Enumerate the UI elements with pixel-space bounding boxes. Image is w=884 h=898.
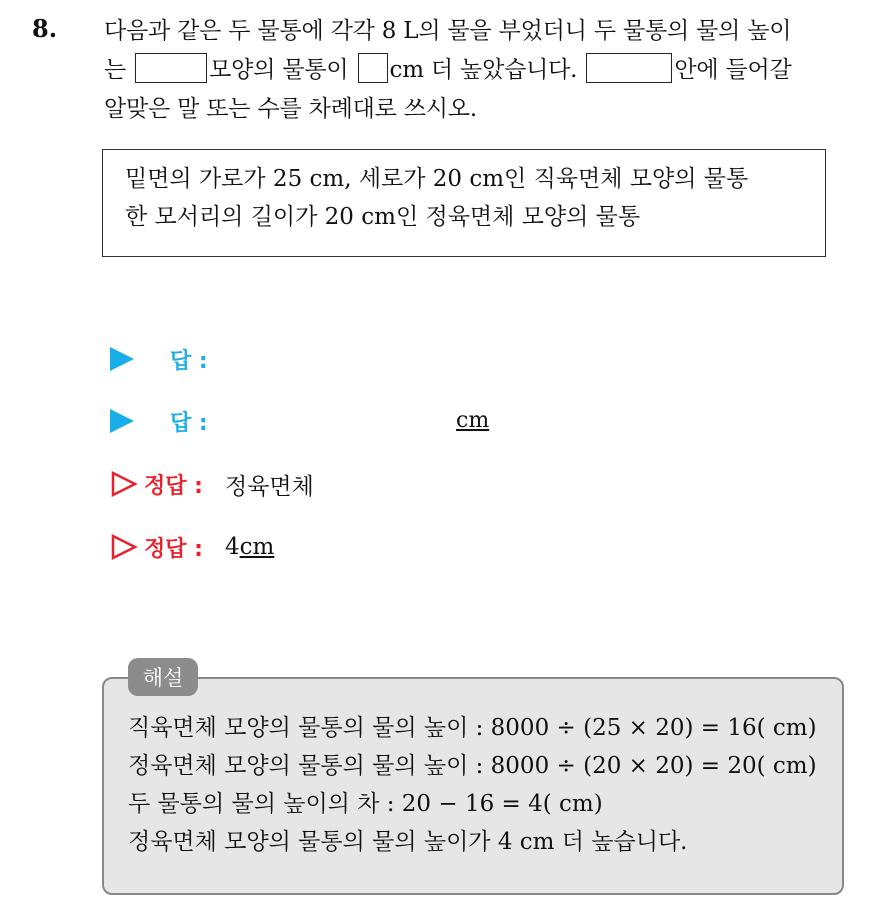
answer-blank-1 [135, 53, 207, 83]
play-arrow-icon [110, 409, 134, 433]
answer-label-2: 답 : [170, 410, 208, 436]
correct-row-2 [110, 530, 274, 564]
explanation-line-3: 두 물통의 물의 높이의 차 : 20 − 16 = 4( cm) [128, 791, 603, 817]
explanation-tag: 해설 [128, 658, 198, 696]
question-line-2-d: 안에 들어갈 [674, 57, 792, 83]
outline-arrow-icon [110, 470, 138, 498]
play-arrow-icon [110, 347, 134, 371]
question-line-2-a: 는 [104, 57, 127, 83]
question-line-2 [104, 51, 874, 90]
choice-cuboid: 밑면의 가로가 25 cm, 세로가 20 cm인 직육면체 모양의 물통 [125, 166, 749, 192]
correct-value-2-number: 4 [224, 534, 240, 560]
question-text [104, 12, 874, 129]
explanation-line-2: 정육면체 모양의 물통의 물의 높이 : 8000 ÷ (20 × 20) = 20( cm) [128, 753, 817, 779]
correct-label-2: 정답 : [144, 536, 203, 562]
answer-row-2 [110, 404, 208, 438]
explanation-line-1: 직육면체 모양의 물통의 물의 높이 : 8000 ÷ (25 × 20) = 16( cm) [128, 715, 817, 741]
question-line-2-c: cm 더 높았습니다. [389, 57, 578, 83]
explanation-line-4: 정육면체 모양의 물통의 물의 높이가 4 cm 더 높습니다. [128, 829, 688, 855]
question-line-1: 다음과 같은 두 물통에 각각 8 L의 물을 부었더니 두 물통의 물의 높이 [104, 18, 792, 44]
correct-value-2 [225, 534, 274, 560]
answer-label-1: 답 : [170, 348, 208, 374]
answer-unit: cm [456, 408, 490, 433]
correct-value-1: 정육면체 [224, 473, 314, 500]
question-number: 8. [32, 14, 58, 43]
choices-box [102, 149, 826, 257]
answer-row-1 [110, 342, 208, 376]
question-line-2-b: 모양의 물통이 [209, 57, 349, 83]
correct-label-1: 정답 : [144, 473, 203, 499]
outline-arrow-icon [110, 533, 138, 561]
correct-row-1 [110, 467, 314, 501]
correct-value-2-unit: cm [239, 534, 275, 560]
question-line-3: 알맞은 말 또는 수를 차례대로 쓰시오. [104, 96, 477, 122]
answer-blank-2 [358, 53, 388, 83]
choice-cube: 한 모서리의 길이가 20 cm인 정육면체 모양의 물통 [125, 204, 641, 230]
blank-box-example [586, 53, 672, 83]
explanation-box [102, 677, 844, 895]
